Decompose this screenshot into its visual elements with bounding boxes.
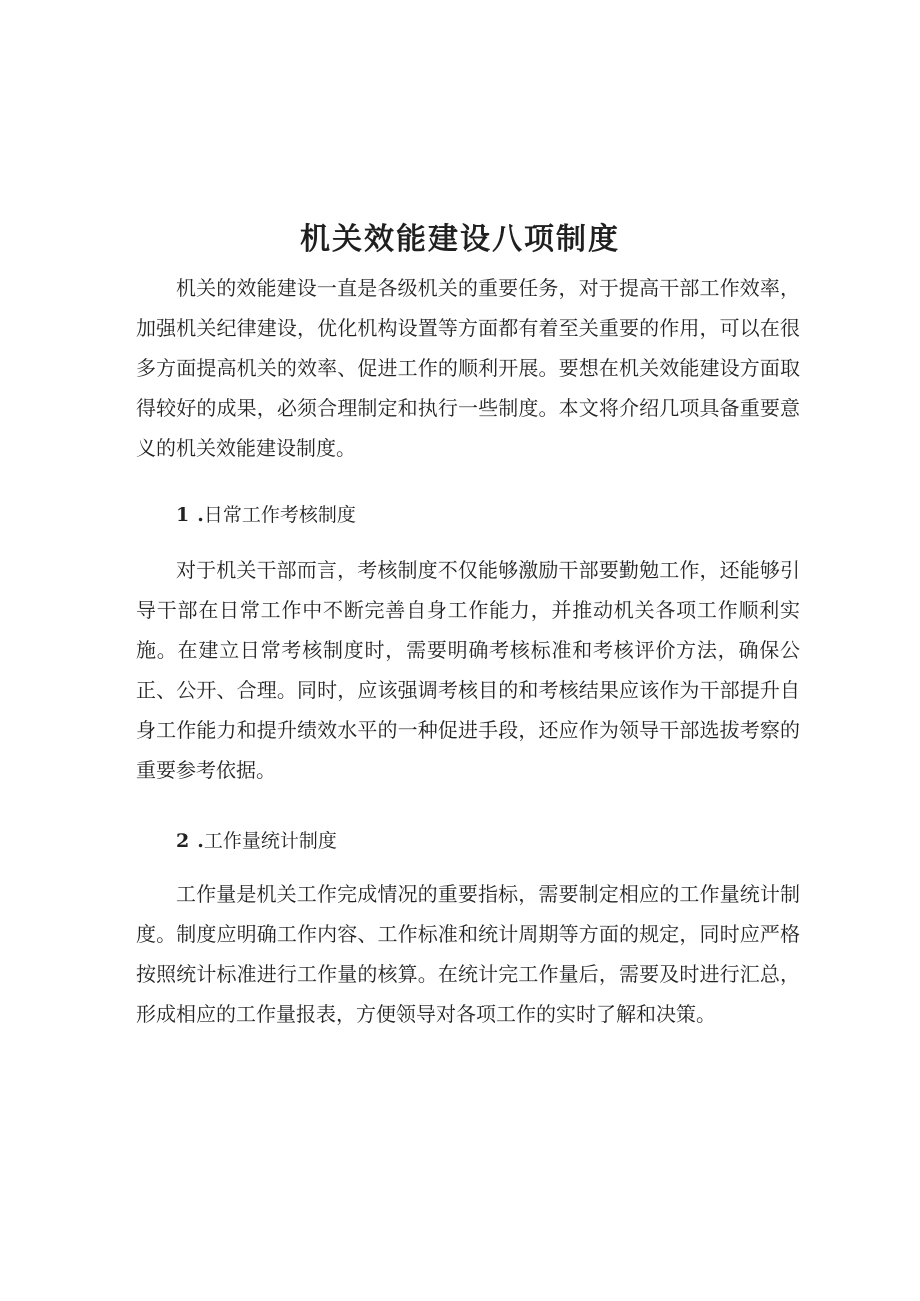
section-body-block-2	[136, 874, 800, 1034]
intro-paragraph-block	[136, 268, 800, 468]
section-heading-1	[176, 500, 356, 527]
document-title: 机关效能建设八项制度	[300, 222, 620, 257]
section-separator: .	[197, 504, 204, 526]
intro-paragraph: 机关的效能建设一直是各级机关的重要任务，对于提高干部工作效率，加强机关纪律建设，优化机构设置等方面都有着至关重要的作用，可以在很多方面提高机关的效率、促进工作的顺利开展。要想在机关效能建设方面取得较好的成果，必须合理制定和执行一些制度。本文将介绍几项具备重要意义的机关效能建设制度。	[136, 276, 800, 460]
section-number: 1	[176, 504, 190, 526]
section-heading-2	[176, 826, 337, 853]
section-paragraph: 工作量是机关工作完成情况的重要指标，需要制定相应的工作量统计制度。制度应明确工作内容、工作标准和统计周期等方面的规定，同时应严格按照统计标准进行工作量的核算。在统计完工作量后，需要及时进行汇总，形成相应的工作量报表，方便领导对各项工作的实时了解和决策。	[136, 882, 800, 1026]
section-paragraph: 对于机关干部而言，考核制度不仅能够激励干部要勤勉工作，还能够引导干部在日常工作中不断完善自身工作能力，并推动机关各项工作顺利实施。在建立日常考核制度时，需要明确考核标准和考核评价方法，确保公正、公开、合理。同时，应该强调考核目的和考核结果应该作为干部提升自身工作能力和提升绩效水平的一种促进手段，还应作为领导干部选拔考察的重要参考依据。	[136, 558, 800, 782]
section-title: 工作量统计制度	[203, 830, 337, 852]
section-body-block-1	[136, 550, 800, 790]
section-separator: .	[197, 830, 204, 852]
section-number: 2	[176, 830, 190, 852]
section-title: 日常工作考核制度	[203, 504, 356, 526]
